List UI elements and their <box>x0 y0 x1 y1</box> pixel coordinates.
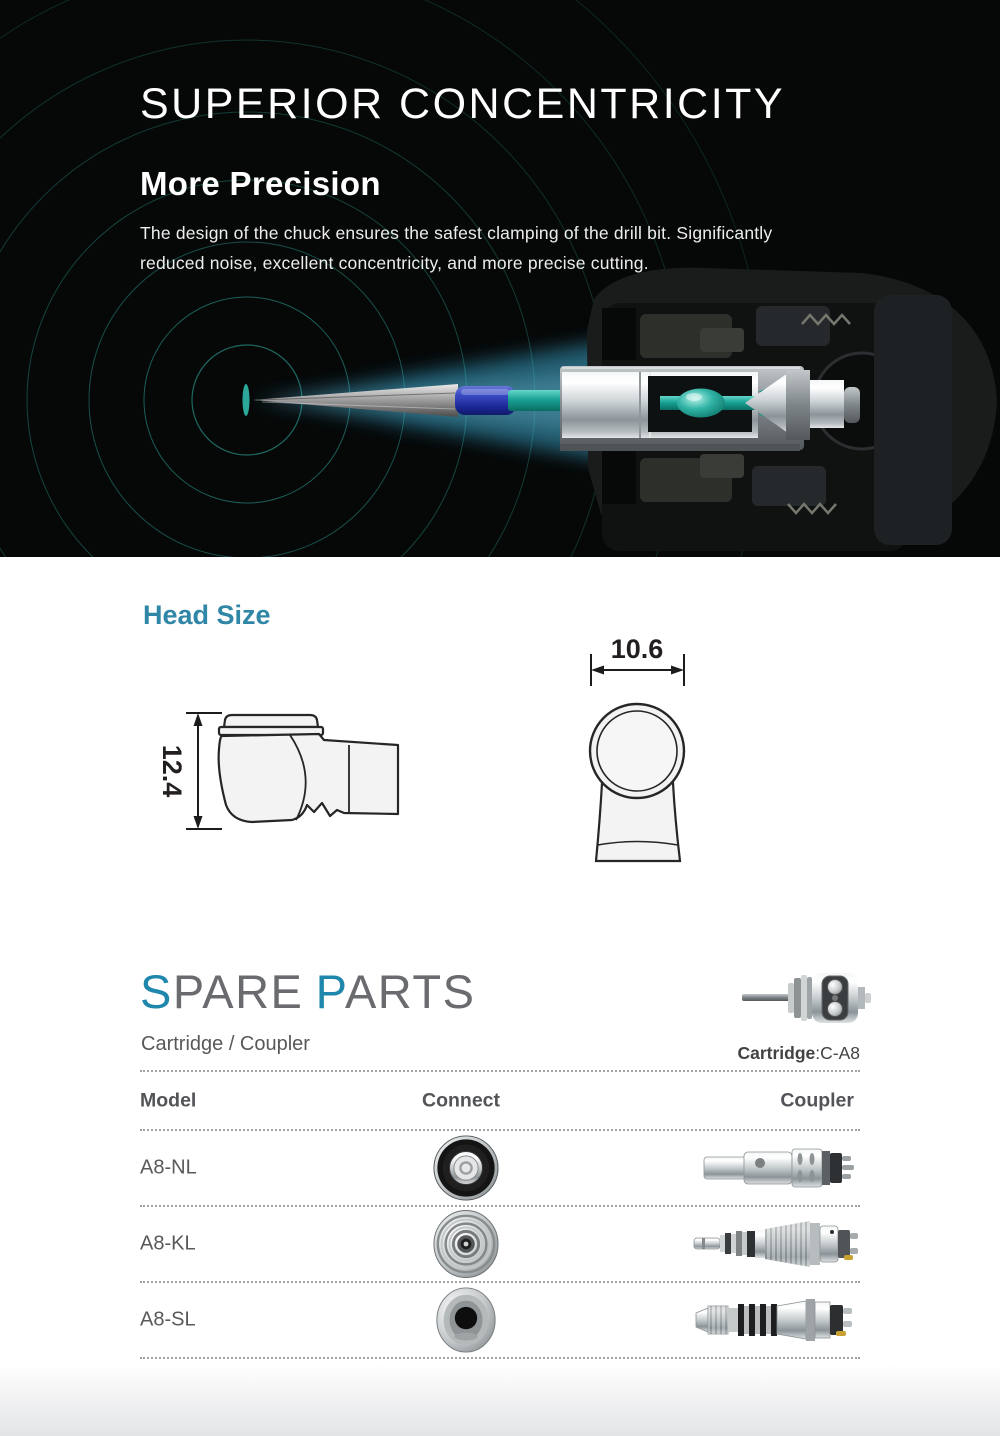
table-row <box>140 1131 860 1205</box>
header-model: Model <box>140 1089 197 1111</box>
cartridge-bearing-top <box>828 980 843 995</box>
diameter-dimension-label: 10.6 <box>610 634 664 664</box>
divider <box>140 1357 860 1359</box>
hero-subtitle: More Precision <box>140 165 381 202</box>
hero-title: SUPERIOR CONCENTRICITY <box>140 80 786 128</box>
spare-parts-section <box>0 960 1000 1436</box>
model-name: A8-KL <box>140 1232 196 1255</box>
table-header-row <box>140 1072 860 1129</box>
head-side-view <box>219 715 398 822</box>
hero-text-block <box>140 80 860 278</box>
height-dimension-label: 12.4 <box>157 744 187 798</box>
title-accent-letter: P <box>315 965 345 1018</box>
chuck-ball <box>677 389 725 418</box>
head-dimension-drawing <box>0 557 1000 960</box>
model-name: A8-NL <box>140 1156 197 1179</box>
head-size-heading: Head Size <box>143 600 271 630</box>
bottom-fade <box>0 1364 1000 1436</box>
header-coupler: Coupler <box>780 1089 854 1111</box>
sirona-coupler-image <box>692 1295 860 1345</box>
head-top-view <box>590 704 684 861</box>
drill-tip-target <box>243 384 250 416</box>
table-row <box>140 1207 860 1281</box>
title-accent-letter: S <box>140 965 173 1018</box>
spare-parts-table <box>140 1070 860 1359</box>
nsk-connector-disc-image <box>432 1134 500 1202</box>
head-size-section <box>0 557 1000 960</box>
model-name: A8-SL <box>140 1308 196 1331</box>
header-connect: Connect <box>422 1089 500 1111</box>
kavo-coupler-image <box>692 1219 860 1269</box>
hero-section <box>0 0 1000 557</box>
diameter-dimension <box>591 634 684 686</box>
spare-parts-subtitle: Cartridge / Coupler <box>141 1033 310 1055</box>
cartridge-label: Cartridge:C-A8 <box>737 1043 860 1063</box>
kavo-connector-disc-image <box>432 1210 500 1278</box>
cartridge-bearing-bottom <box>828 1002 843 1017</box>
spare-parts-title: SPARE PARTS <box>140 965 476 1018</box>
cartridge-image <box>736 964 878 1032</box>
hero-description: The design of the chuck ensures the safest clamping of the drill bit. Significantly reduced noise, excellent concentricity, and more precise cutting. <box>140 223 773 274</box>
height-dimension <box>157 713 222 829</box>
nsk-coupler-image <box>692 1143 860 1193</box>
sirona-connector-disc-image <box>432 1286 500 1354</box>
table-row <box>140 1283 860 1357</box>
